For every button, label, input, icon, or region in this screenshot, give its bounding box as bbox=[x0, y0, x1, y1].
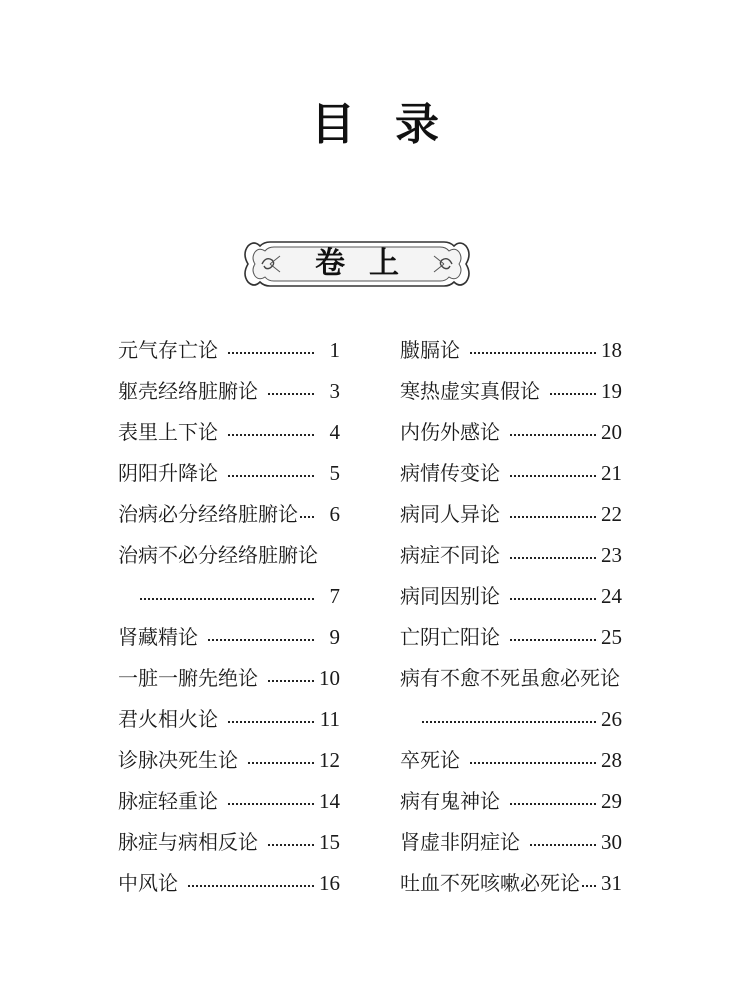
toc-entry[interactable] bbox=[400, 363, 622, 404]
toc-entry[interactable] bbox=[400, 527, 622, 568]
leader-dots bbox=[510, 597, 596, 600]
toc-entry[interactable] bbox=[118, 732, 340, 773]
leader-dots bbox=[248, 761, 314, 764]
toc-entry[interactable] bbox=[118, 609, 340, 650]
toc-entry[interactable] bbox=[118, 322, 340, 363]
toc-entry-page: 3 bbox=[329, 379, 340, 403]
toc-entry[interactable] bbox=[400, 732, 622, 773]
toc-entry-title: 病同因别论 bbox=[400, 584, 500, 608]
toc-entry-page: 14 bbox=[319, 789, 340, 813]
toc-entry-title: 吐血不死咳嗽必死论 bbox=[400, 871, 580, 895]
toc-entry[interactable] bbox=[118, 855, 340, 896]
page-title: 目录 bbox=[311, 99, 479, 150]
leader-dots bbox=[228, 802, 314, 805]
toc-right-column bbox=[400, 322, 622, 896]
toc-entry-title: 病症不同论 bbox=[400, 543, 500, 567]
toc-entry-page: 21 bbox=[601, 461, 622, 485]
toc-entry-title: 阴阳升降论 bbox=[118, 461, 218, 485]
toc-entry[interactable] bbox=[118, 404, 340, 445]
toc-entry-title: 病同人异论 bbox=[400, 502, 500, 526]
toc-entry-title: 亡阴亡阳论 bbox=[400, 625, 500, 649]
leader-dots bbox=[300, 515, 314, 518]
toc-entry-page: 4 bbox=[329, 420, 340, 444]
toc-entry-title: 脉症与病相反论 bbox=[118, 830, 258, 854]
toc-entry-page: 10 bbox=[319, 666, 340, 690]
toc-entry-title: 治病必分经络脏腑论 bbox=[118, 502, 298, 526]
toc-entry-title: 表里上下论 bbox=[118, 420, 218, 444]
toc-entry-title: 中风论 bbox=[118, 871, 178, 895]
toc-entry-page: 6 bbox=[329, 502, 340, 526]
toc-entry-page: 15 bbox=[319, 830, 340, 854]
toc-entry-title: 治病不必分经络脏腑论 bbox=[118, 543, 318, 567]
toc-entry[interactable] bbox=[118, 650, 340, 691]
toc-entry-title: 病情传变论 bbox=[400, 461, 500, 485]
toc-entry-page: 30 bbox=[601, 830, 622, 854]
toc-entry[interactable] bbox=[118, 445, 340, 486]
toc-entry[interactable] bbox=[400, 814, 622, 855]
toc-entry-continuation[interactable] bbox=[118, 568, 340, 609]
toc-entry-continuation[interactable] bbox=[400, 691, 622, 732]
toc-entry-title: 臌膈论 bbox=[400, 338, 460, 362]
volume-banner bbox=[240, 236, 474, 292]
toc-entry[interactable] bbox=[118, 363, 340, 404]
toc-entry-title: 躯壳经络脏腑论 bbox=[118, 379, 258, 403]
toc-entry-page: 25 bbox=[601, 625, 622, 649]
toc-entry-page: 11 bbox=[319, 707, 340, 731]
toc-entry-page: 18 bbox=[601, 338, 622, 362]
toc-entry-page: 12 bbox=[319, 748, 340, 772]
leader-dots bbox=[470, 761, 596, 764]
toc-entry-title: 内伤外感论 bbox=[400, 420, 500, 444]
toc-entry[interactable] bbox=[400, 773, 622, 814]
toc-entry-title: 寒热虚实真假论 bbox=[400, 379, 540, 403]
toc-entry-page: 26 bbox=[601, 707, 622, 731]
toc-entry-title: 元气存亡论 bbox=[118, 338, 218, 362]
toc-entry-title: 诊脉决死生论 bbox=[118, 748, 238, 772]
leader-dots bbox=[268, 843, 314, 846]
leader-dots bbox=[510, 802, 596, 805]
toc-entry-page: 31 bbox=[601, 871, 622, 895]
volume-label: 卷上 bbox=[315, 246, 423, 281]
toc-entry-page: 7 bbox=[329, 584, 340, 608]
leader-dots bbox=[268, 392, 314, 395]
toc-entry-page: 19 bbox=[601, 379, 622, 403]
toc-entry[interactable] bbox=[400, 609, 622, 650]
toc-entry-page: 16 bbox=[319, 871, 340, 895]
toc-entry-page: 9 bbox=[329, 625, 340, 649]
leader-dots bbox=[228, 433, 314, 436]
toc-entry-page: 23 bbox=[601, 543, 622, 567]
leader-dots bbox=[550, 392, 596, 395]
leader-dots bbox=[228, 474, 314, 477]
leader-dots bbox=[140, 597, 314, 600]
leader-dots bbox=[228, 351, 314, 354]
toc-entry-title: 肾虚非阴症论 bbox=[400, 830, 520, 854]
toc-entry[interactable] bbox=[118, 486, 340, 527]
toc-entry-title: 一脏一腑先绝论 bbox=[118, 666, 258, 690]
toc-entry-title: 病有不愈不死虽愈必死论 bbox=[400, 666, 620, 690]
toc-entry[interactable] bbox=[118, 814, 340, 855]
leader-dots bbox=[188, 884, 314, 887]
toc-entry[interactable] bbox=[400, 650, 622, 691]
toc-entry[interactable] bbox=[400, 404, 622, 445]
leader-dots bbox=[510, 474, 596, 477]
toc-entry-title: 卒死论 bbox=[400, 748, 460, 772]
toc-entry-page: 24 bbox=[601, 584, 622, 608]
toc-entry[interactable] bbox=[118, 527, 340, 568]
toc-entry[interactable] bbox=[400, 445, 622, 486]
toc-entry-page: 22 bbox=[601, 502, 622, 526]
leader-dots bbox=[582, 884, 596, 887]
toc-entry-page: 28 bbox=[601, 748, 622, 772]
leader-dots bbox=[510, 638, 596, 641]
toc-entry-page: 29 bbox=[601, 789, 622, 813]
toc-entry[interactable] bbox=[118, 773, 340, 814]
toc-entry-page: 20 bbox=[601, 420, 622, 444]
toc-entry-title: 病有鬼神论 bbox=[400, 789, 500, 813]
toc-entry[interactable] bbox=[400, 568, 622, 609]
toc-entry-page: 1 bbox=[329, 338, 340, 362]
leader-dots bbox=[208, 638, 314, 641]
leader-dots bbox=[530, 843, 596, 846]
toc-entry-title: 君火相火论 bbox=[118, 707, 218, 731]
toc-entry[interactable] bbox=[400, 486, 622, 527]
leader-dots bbox=[422, 720, 596, 723]
toc-entry[interactable] bbox=[400, 322, 622, 363]
leader-dots bbox=[470, 351, 596, 354]
toc-entry-title: 脉症轻重论 bbox=[118, 789, 218, 813]
toc-left-column bbox=[118, 322, 340, 896]
toc-entry[interactable] bbox=[400, 855, 622, 896]
leader-dots bbox=[268, 679, 314, 682]
leader-dots bbox=[510, 515, 596, 518]
leader-dots bbox=[510, 433, 596, 436]
leader-dots bbox=[510, 556, 596, 559]
leader-dots bbox=[228, 720, 314, 723]
toc-entry-title: 肾藏精论 bbox=[118, 625, 198, 649]
toc-entry[interactable] bbox=[118, 691, 340, 732]
toc-entry-page: 5 bbox=[329, 461, 340, 485]
